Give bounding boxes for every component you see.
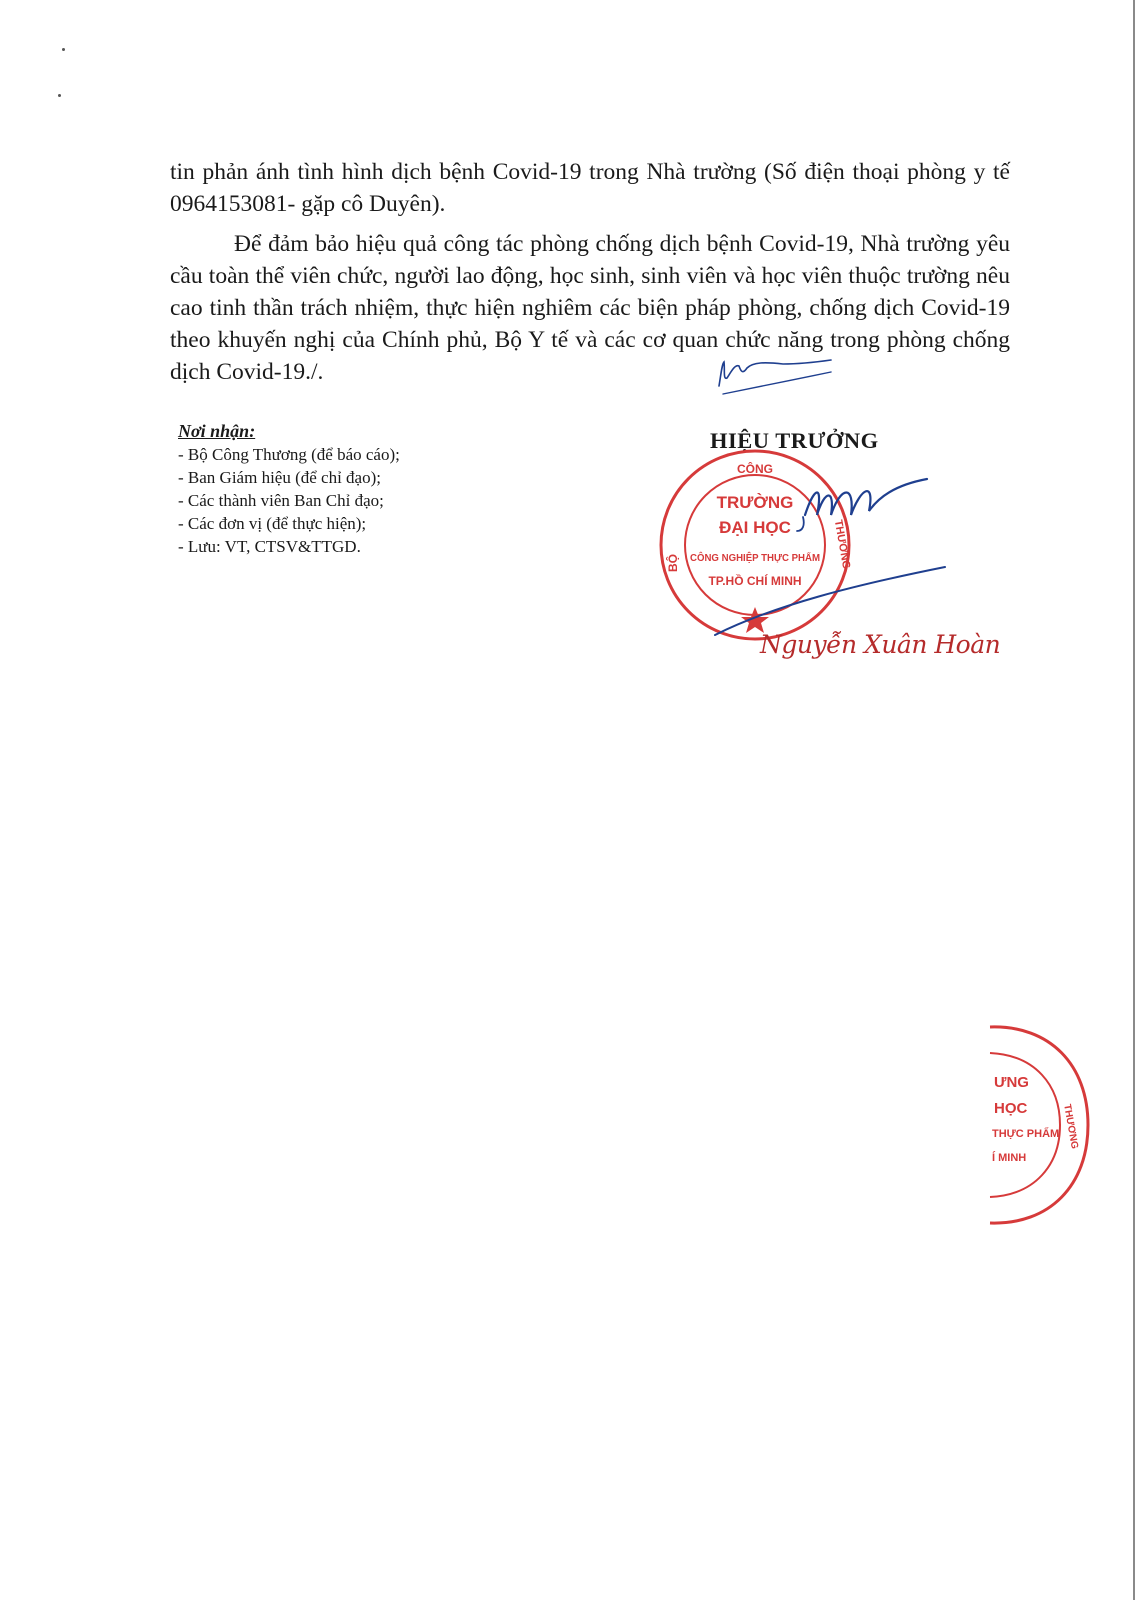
recipient-item: - Các thành viên Ban Chỉ đạo; bbox=[178, 491, 384, 510]
recipients-heading: Nơi nhận: bbox=[178, 421, 256, 441]
edge-seal-line-4: Í MINH bbox=[992, 1152, 1027, 1164]
seal-line-2: ĐẠI HỌC bbox=[719, 518, 791, 537]
edge-seal-right-text: THƯƠNG bbox=[1061, 1103, 1080, 1150]
seal-top-arc-text: CÔNG bbox=[737, 462, 773, 476]
recipient-item: - Ban Giám hiệu (để chỉ đạo); bbox=[178, 468, 381, 487]
scan-speck bbox=[62, 48, 65, 51]
paragraph-continuation: tin phản ánh tình hình dịch bệnh Covid-19 trong Nhà trường (Số điện thoại phòng y tế 0964153081- gặp cô Duyên). bbox=[170, 159, 1010, 217]
recipient-item: - Lưu: VT, CTSV&TTGD. bbox=[178, 537, 361, 556]
recipients-list bbox=[178, 443, 400, 558]
scan-speck bbox=[58, 94, 61, 97]
signer-name: Nguyễn Xuân Hoàn bbox=[760, 630, 1001, 659]
initial-signature-mark bbox=[713, 352, 843, 398]
edge-seal-line-1: ƯNG bbox=[994, 1074, 1029, 1091]
signer-title: HIỆU TRƯỞNG bbox=[710, 428, 879, 453]
edge-seal-partial bbox=[980, 1025, 1090, 1225]
edge-seal-line-3: THỰC PHẨM bbox=[992, 1128, 1060, 1140]
seal-line-4: TP.HỒ CHÍ MINH bbox=[708, 574, 802, 588]
recipients-block bbox=[178, 420, 400, 558]
edge-seal-line-2: HỌC bbox=[994, 1100, 1028, 1117]
seal-left-text: BỘ bbox=[666, 554, 680, 572]
seal-line-3: CÔNG NGHIỆP THỰC PHẨM bbox=[690, 553, 825, 564]
recipient-item: - Các đơn vị (để thực hiện); bbox=[178, 514, 367, 533]
recipient-item: - Bộ Công Thương (để báo cáo); bbox=[178, 445, 400, 464]
seal-right-text: THƯƠNG bbox=[831, 518, 853, 570]
official-seal bbox=[655, 445, 955, 645]
paragraph-closing: Để đảm bảo hiệu quả công tác phòng chống dịch bệnh Covid-19, Nhà trường yêu cầu toàn thể viên chức, người lao động, học sinh, sinh viên và học viên thuộc trường nêu cao tinh thần trách nhiệm, thực hiện nghiêm các biện pháp phòng, chống dịch Covid-19 theo khuyến nghị của Chính phủ, Bộ Y tế và các cơ quan chức năng trong phòng chống dịch Covid-19./. bbox=[170, 231, 1010, 385]
seal-line-1: TRƯỜNG bbox=[716, 493, 794, 512]
